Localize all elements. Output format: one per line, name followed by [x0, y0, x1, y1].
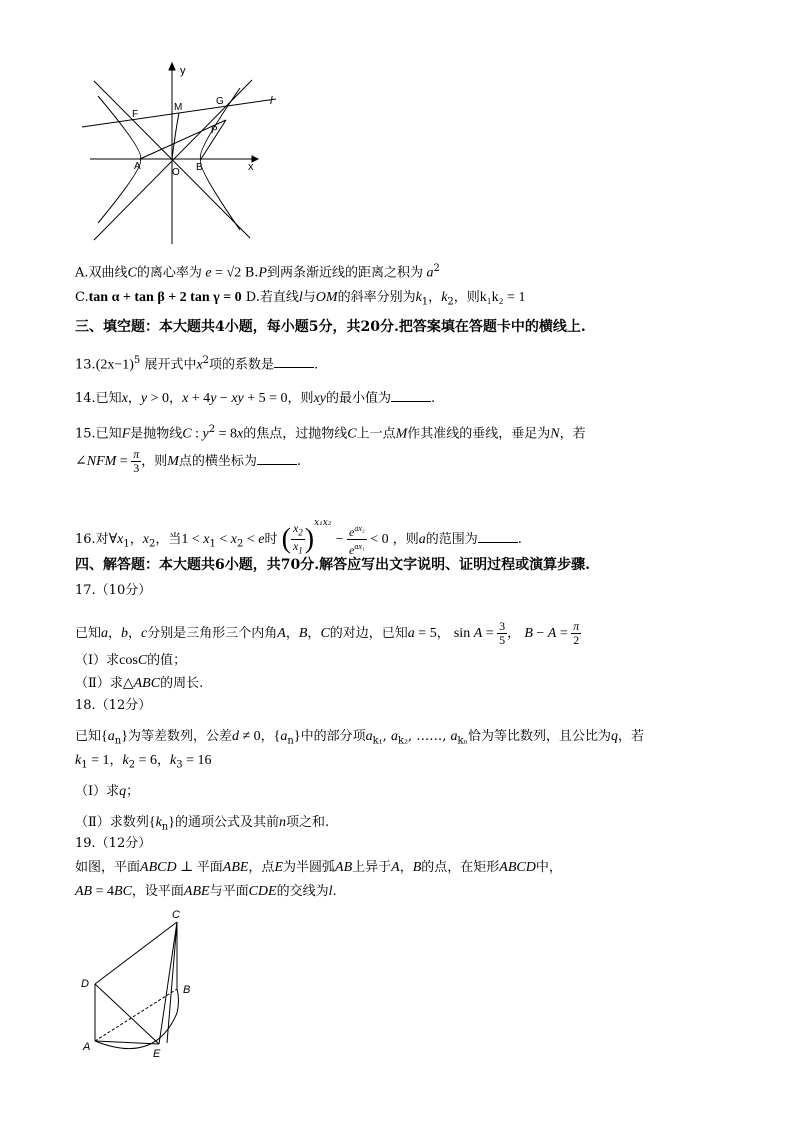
section-4-heading: 四、解答题：本大题共6小题，共70分.解答应写出文字说明、证明过程或演算步骤. — [75, 557, 590, 573]
question-17-body: 已知a，b，c分别是三角形三个内角A，B，C的对边，已知a = 5， sin A = $\frac{3}{5}$ ， B − A = $\frac{\pi}{2}$ — [75, 619, 580, 647]
question-14: 14.已知x，y > 0，x + 4y − xy + 5 = 0，则xy的最小值为 . — [75, 391, 436, 406]
question-15-line1: 15.已知F是抛物线C : $y^2 = 8x$的焦点，过抛物线C上一点M作其准线的垂线，垂足为N，若 — [75, 424, 586, 442]
fig1-label-B: B — [196, 162, 203, 173]
question-17-header: 17.（10分） — [75, 583, 152, 598]
solid-geometry-figure — [75, 905, 205, 1065]
fig1-label-O: O — [172, 167, 180, 178]
question-13: $13.(2x-1)^5$ 展开式中$x^2$项的系数是 . — [75, 355, 319, 373]
question-16: 16.对$\forall x_1$，$x_2$，当$1 < x_1 < x_2 < e$时 ( $\frac{x_2}{x_1}$ )$^{x_1x_2}$ − $\frac{e^{ax_2}}{e^{ax_1}}$ < 0 ，则a的范围为 . — [75, 518, 522, 557]
fig2-label-D: D — [81, 978, 89, 990]
fig1-label-x: x — [248, 161, 254, 173]
question-18-header: 18.（12分） — [75, 698, 152, 713]
question-19-body2: AB = 4BC，设平面ABE与平面CDE的交线为l. — [75, 884, 337, 899]
fig1-label-P: P — [211, 125, 218, 136]
question-18-body: 已知$\{a_n\}$为等差数列，公差d ≠ 0，$\{a_n\}$中的部分项$a_{k_1}$, $a_{k_2}$, ……, $a_{k_n}$恰为等比数列，且公比为q，若 — [75, 729, 644, 747]
question-18-conditions: $k_1 = 1$，$k_2 = 6$，$k_3 = 16$ — [75, 753, 212, 771]
hyperbola-figure — [80, 58, 280, 248]
fig2-label-B: B — [183, 984, 191, 996]
fig2-label-A: A — [83, 1041, 91, 1053]
question-19-body: 如图，平面ABCD ⊥ 平面ABE，点E为半圆弧AB上异于A，B的点，在矩形ABCD中， — [75, 860, 562, 875]
fig1-label-F: F — [132, 109, 139, 120]
section-3-heading: 三、填空题：本大题共4小题，每小题5分，共20分.把答案填在答题卡中的横线上. — [75, 319, 586, 335]
question-18-part1: （Ⅰ）求q； — [75, 784, 140, 799]
fig2-label-E: E — [153, 1048, 161, 1060]
option-cd: C.tan α + tan β + 2 tan γ = 0 D.若直线l与OM的斜率分别为$k_1$，$k_2$，则k₁k₂ = 1 — [75, 290, 526, 308]
fig2-label-C: C — [172, 909, 180, 921]
question-15-line2: ∠NFM = $\frac{\pi}{3}$ ，则M点的横坐标为 . — [75, 447, 302, 475]
fig1-label-A: A — [134, 161, 141, 172]
question-17-part1: （Ⅰ）求cosC的值； — [75, 653, 187, 668]
fig1-label-l: l — [270, 95, 273, 107]
option-ab: A.双曲线C的离心率为 e = √2 B.P到两条渐近线的距离之积为 $a^2$ — [75, 263, 440, 281]
fig1-label-M: M — [174, 102, 183, 113]
question-18-part2: （Ⅱ）求数列$\{k_n\}$的通项公式及其前n项之和. — [75, 815, 330, 833]
fig1-label-G: G — [216, 96, 224, 107]
fig1-label-y: y — [180, 65, 186, 77]
question-17-part2: （Ⅱ）求△ABC的周长. — [75, 676, 204, 691]
question-19-header: 19.（12分） — [75, 836, 152, 851]
